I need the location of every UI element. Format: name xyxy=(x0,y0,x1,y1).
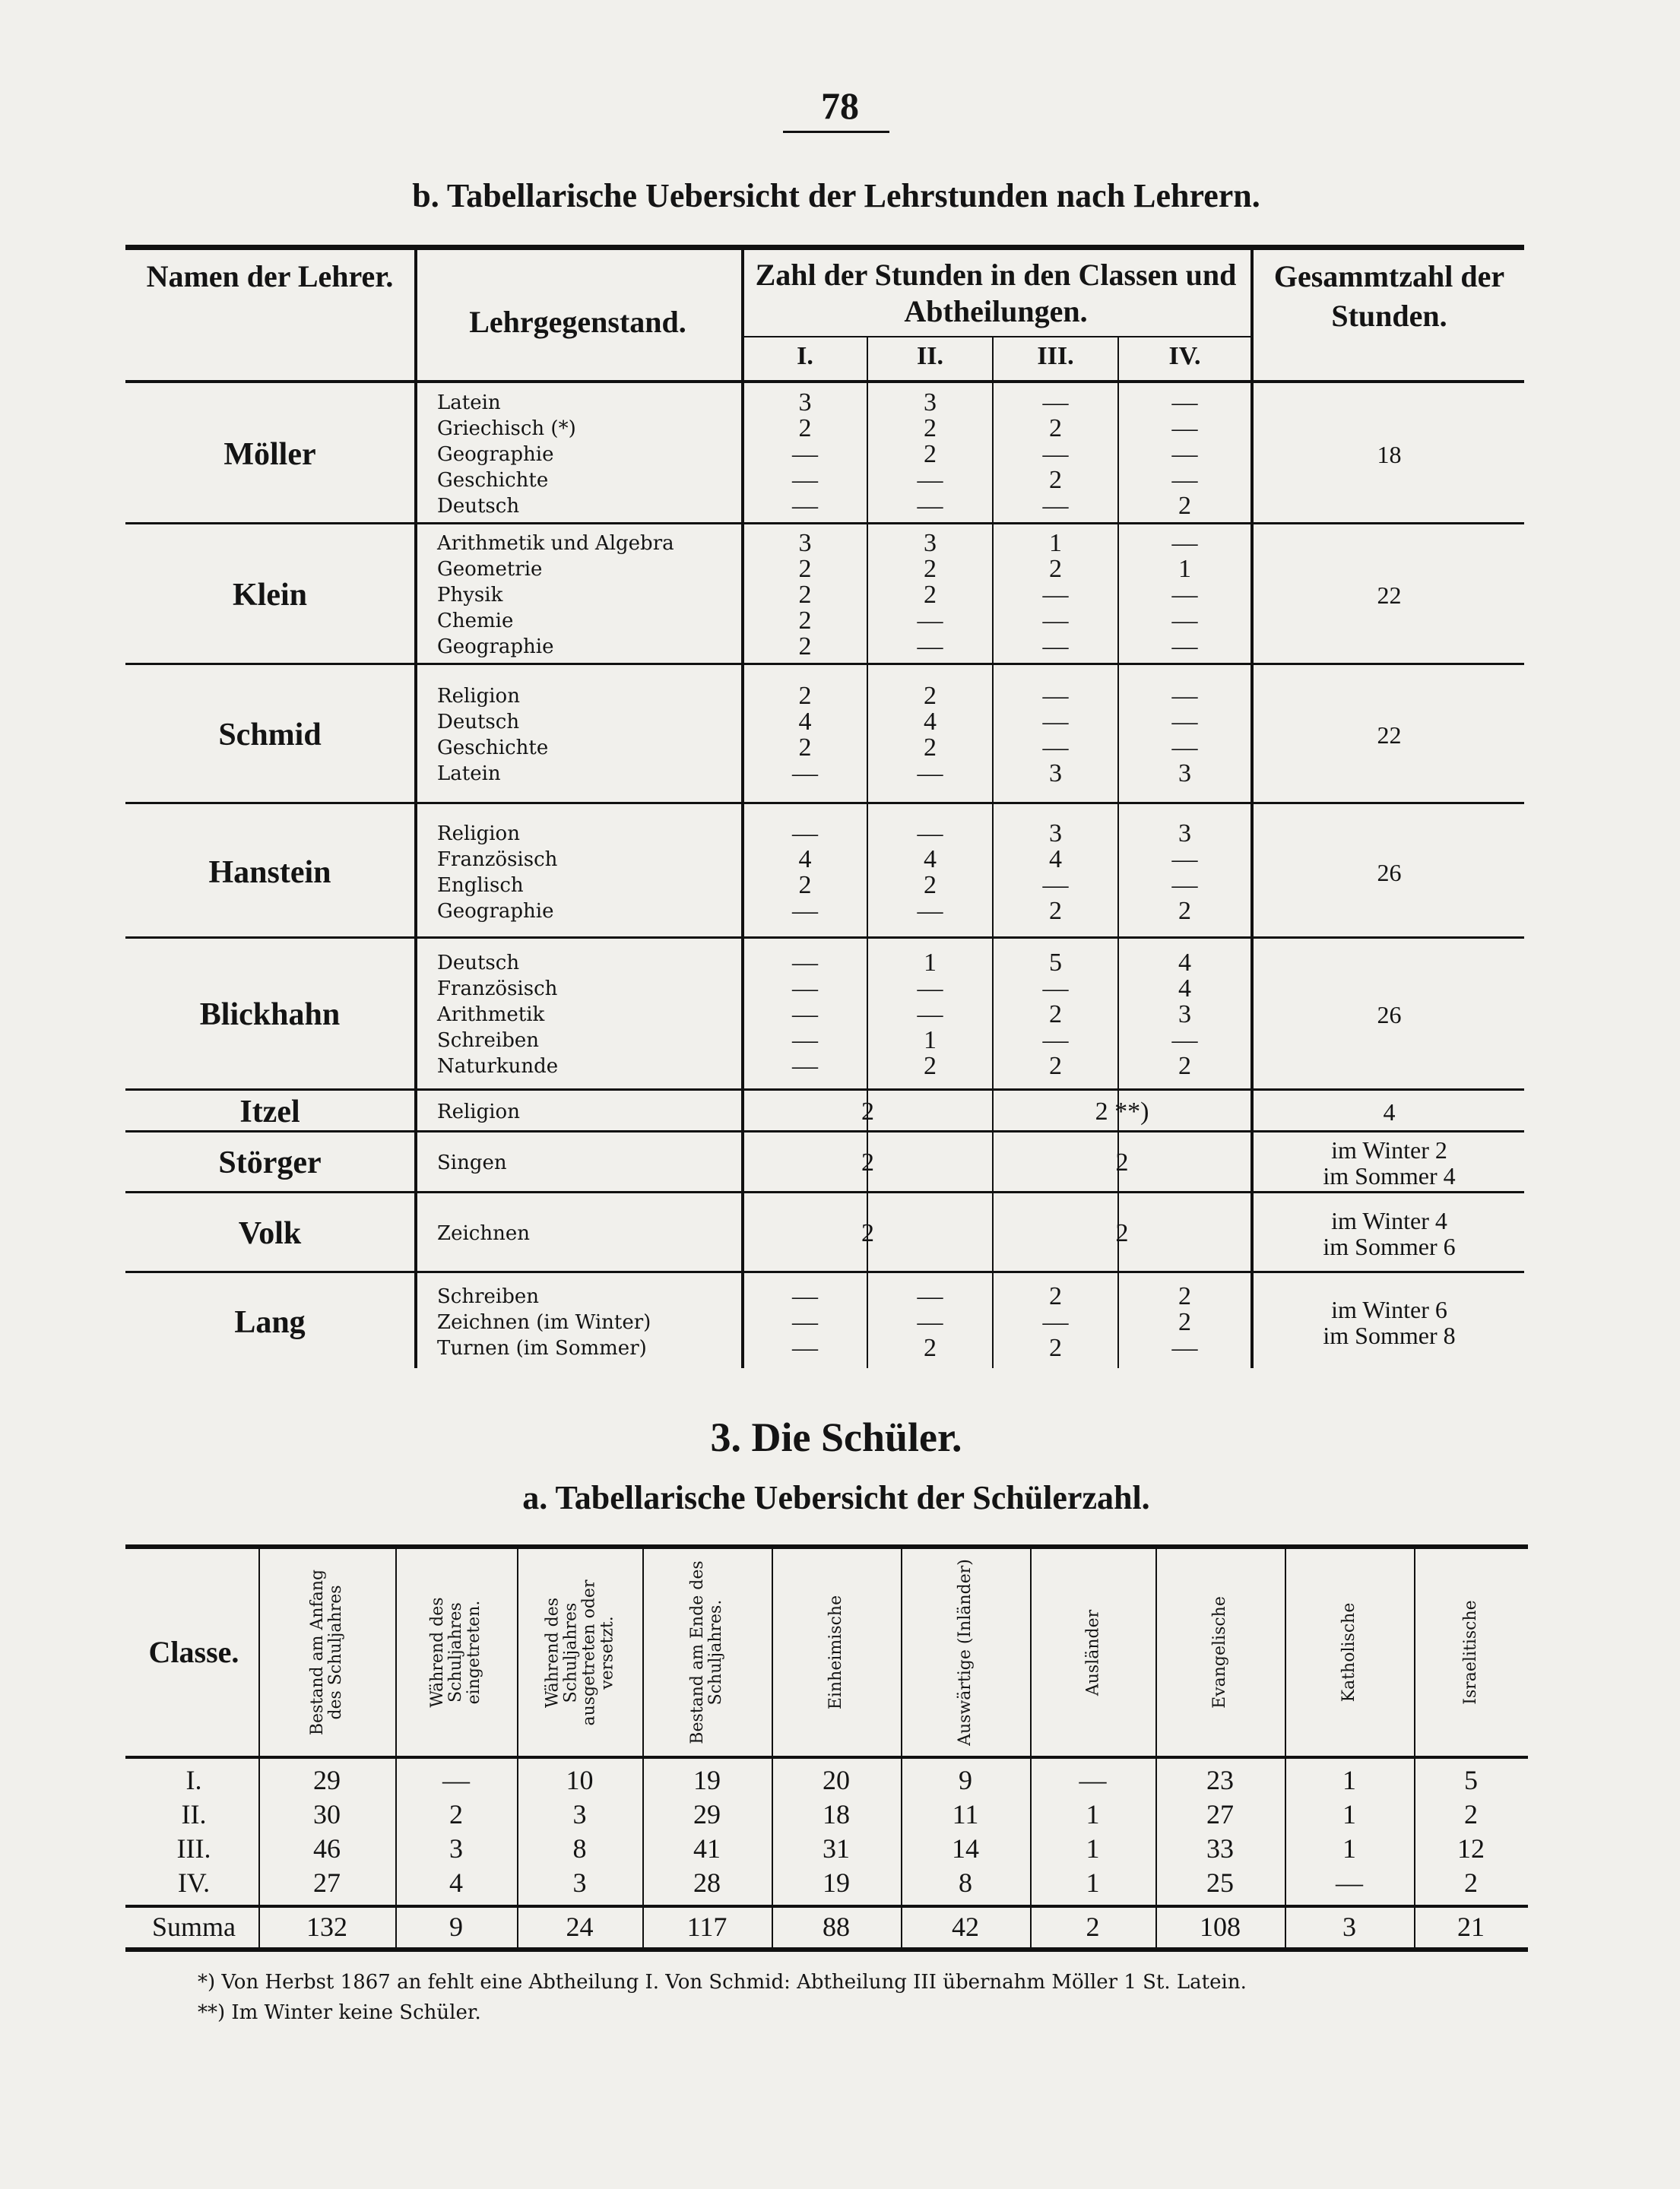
hour-cell: 3 xyxy=(798,528,812,557)
row-cell: 41 xyxy=(693,1833,721,1864)
teacher-name: Hanstein xyxy=(208,854,331,890)
teacher-name: Blickhahn xyxy=(199,997,341,1032)
hour-cell: — xyxy=(792,759,818,787)
row-cell: 8 xyxy=(959,1867,972,1898)
subject-label: Geographie xyxy=(437,442,554,466)
subject-label: Religion xyxy=(437,684,520,708)
subject-label: Geschichte xyxy=(437,468,549,492)
row-cell: 27 xyxy=(313,1867,341,1898)
row-cell: 14 xyxy=(952,1833,979,1864)
row-cell: 31 xyxy=(823,1833,850,1864)
hour-cell: — xyxy=(917,819,943,847)
hour-cell: — xyxy=(1042,580,1069,609)
row-cell: — xyxy=(1336,1867,1363,1898)
subject-label: Deutsch xyxy=(437,952,520,974)
hour-cell: — xyxy=(1171,844,1198,873)
hour-cell: — xyxy=(1042,681,1069,710)
hour-cell: 2 xyxy=(1049,1052,1062,1080)
hour-cell: 2 xyxy=(1178,896,1191,925)
hour-cell: — xyxy=(1171,707,1198,736)
row-cell: 29 xyxy=(693,1799,721,1829)
hour-cell: — xyxy=(1171,465,1198,494)
page-number: 78 xyxy=(821,84,859,127)
teacher-name: Klein xyxy=(232,577,307,613)
hour-cell: — xyxy=(1042,870,1069,899)
row-cell: 2 xyxy=(1464,1799,1478,1829)
subject-label: Englisch xyxy=(437,873,524,897)
total-hours: im Sommer 8 xyxy=(1323,1322,1456,1349)
row-cell: 3 xyxy=(449,1833,463,1864)
hour-cell: — xyxy=(917,632,943,661)
hour-cell: 2 xyxy=(1049,896,1062,925)
sum-cell: 2 xyxy=(1086,1912,1100,1942)
row-cell: 3 xyxy=(572,1799,587,1829)
total-hours: im Winter 6 xyxy=(1331,1296,1447,1323)
footnote-2: **) Im Winter keine Schüler. xyxy=(198,2001,481,2024)
hour-cell: 2 xyxy=(924,681,937,710)
hour-cell: 1 xyxy=(924,949,937,977)
hour-cell: — xyxy=(792,1026,818,1054)
hour-cell: 2 xyxy=(798,870,812,899)
hour-cell: 4 xyxy=(1049,844,1062,873)
teacher-row-divider xyxy=(125,1271,1524,1273)
hour-cell: — xyxy=(1042,632,1069,661)
row-cell: 1 xyxy=(1086,1799,1100,1829)
hour-cell-i-ii: 2 xyxy=(861,1097,874,1126)
page-number-rule xyxy=(783,131,889,133)
row-cell: 29 xyxy=(313,1765,341,1795)
hour-cell: — xyxy=(1042,491,1069,520)
sum-cell: 132 xyxy=(306,1912,347,1942)
row-cell: 23 xyxy=(1206,1765,1234,1795)
subject-label: Arithmetik und Algebra xyxy=(437,531,674,555)
hour-cell: 2 xyxy=(1049,1334,1062,1362)
header-1: Bestand am Anfang des Schuljahres xyxy=(308,1569,345,1736)
row-cell: 12 xyxy=(1457,1833,1485,1864)
hour-cell: — xyxy=(1042,733,1069,762)
row-cell: 3 xyxy=(572,1867,587,1898)
hour-cell: 1 xyxy=(924,1026,937,1054)
hour-cell: — xyxy=(1042,606,1069,635)
hour-cell: 2 xyxy=(798,413,812,442)
row-cell: 33 xyxy=(1206,1833,1234,1864)
section-3-title: 3. Die Schüler. xyxy=(710,1414,962,1460)
header-8: Evangelische xyxy=(1210,1596,1229,1709)
hour-cell: — xyxy=(1042,439,1069,468)
row-cell: — xyxy=(1079,1765,1107,1795)
hour-cell: — xyxy=(917,896,943,925)
subject-label: Physik xyxy=(437,583,503,607)
header-classe: Classe. xyxy=(148,1635,239,1669)
subject-label: Chemie xyxy=(437,609,514,632)
header-3: Während des Schuljahres ausgetreten oder versetzt. xyxy=(542,1579,617,1725)
row-cell: 18 xyxy=(823,1799,850,1829)
hour-cell: — xyxy=(917,1308,943,1336)
hour-cell: 5 xyxy=(1049,949,1062,977)
sum-cell: 42 xyxy=(952,1912,979,1942)
subject-label: Geometrie xyxy=(437,557,543,581)
hour-cell: — xyxy=(917,606,943,635)
hour-cell: 2 xyxy=(798,606,812,635)
hour-cell: — xyxy=(1042,1308,1069,1336)
hour-cell: 2 xyxy=(924,870,937,899)
teacher-name: Möller xyxy=(223,436,316,472)
hour-cell: — xyxy=(917,491,943,520)
hour-cell: — xyxy=(792,974,818,1003)
sum-cell: 21 xyxy=(1457,1912,1485,1942)
hour-cell: 2 xyxy=(924,1052,937,1080)
hour-cell: 2 xyxy=(1049,413,1062,442)
sum-label: Summa xyxy=(151,1912,236,1942)
subject-label: Geographie xyxy=(437,899,554,923)
hour-cell: 4 xyxy=(1178,974,1191,1003)
subject-label: Französisch xyxy=(437,847,558,871)
header-10: Israelitische xyxy=(1461,1600,1480,1705)
row-cell: 9 xyxy=(959,1765,972,1795)
subject-label: Schreiben xyxy=(437,1285,540,1308)
hour-cell: 2 xyxy=(798,580,812,609)
hour-cell: 1 xyxy=(1049,528,1062,557)
hour-cell: — xyxy=(917,1000,943,1028)
hour-cell: — xyxy=(1171,580,1198,609)
hour-cell: — xyxy=(792,1052,818,1080)
row-cell: 1 xyxy=(1086,1833,1100,1864)
teacher-row-divider xyxy=(125,522,1524,524)
hour-cell: 2 xyxy=(1178,491,1191,520)
header-9: Katholische xyxy=(1339,1602,1358,1703)
row-cell: — xyxy=(442,1765,470,1795)
row-cell: 2 xyxy=(449,1799,463,1829)
row-cell: 8 xyxy=(572,1833,587,1864)
row-cell: 5 xyxy=(1464,1765,1478,1795)
hour-cell-iii-iv: 2 **) xyxy=(1095,1097,1149,1126)
header-class-1: I. xyxy=(797,342,813,370)
hour-cell: 4 xyxy=(924,844,937,873)
subject-label: Latein xyxy=(437,391,501,414)
subject-label: Geographie xyxy=(437,635,554,658)
hour-cell: 2 xyxy=(798,733,812,762)
hour-cell: — xyxy=(792,1282,818,1310)
header-hours: Zahl der Stunden in den Classen und Abtheilungen. xyxy=(755,258,1237,328)
total-hours: 22 xyxy=(1377,721,1402,749)
hour-cell: 2 xyxy=(1049,465,1062,494)
hour-cell: — xyxy=(1042,974,1069,1003)
row-cell: 2 xyxy=(1464,1867,1478,1898)
row-cell: 19 xyxy=(823,1867,850,1898)
row-cell: 1 xyxy=(1342,1833,1356,1864)
header-subject: Lehrgegenstand. xyxy=(469,305,686,339)
hour-cell: 2 xyxy=(1178,1282,1191,1310)
footnotes xyxy=(198,1967,1528,2028)
hour-cell: — xyxy=(1042,388,1069,417)
hour-cell: — xyxy=(792,949,818,977)
hour-cell: 2 xyxy=(1049,554,1062,583)
section-a-title: a. Tabellarische Uebersicht der Schülerzahl. xyxy=(522,1479,1150,1516)
hour-cell: 2 xyxy=(924,554,937,583)
total-hours: im Winter 4 xyxy=(1331,1206,1447,1234)
hour-cell: — xyxy=(792,819,818,847)
total-hours: 22 xyxy=(1377,581,1402,609)
subject-label: Religion xyxy=(437,822,520,845)
hour-cell: 2 xyxy=(1049,1000,1062,1028)
header-5: Einheimische xyxy=(826,1595,845,1710)
header-7: Ausländer xyxy=(1082,1609,1102,1696)
hour-cell: 3 xyxy=(1178,759,1191,787)
subject-label: Französisch xyxy=(437,977,558,1000)
teacher-row-divider xyxy=(125,936,1524,939)
hour-cell: 3 xyxy=(1178,1000,1191,1028)
hour-cell: — xyxy=(1171,733,1198,762)
total-hours: 4 xyxy=(1383,1098,1396,1126)
hour-cell: 2 xyxy=(798,681,812,710)
hour-cell: 3 xyxy=(924,528,937,557)
hour-cell-i-ii: 2 xyxy=(861,1148,874,1177)
hour-cell-iii-iv: 2 xyxy=(1115,1148,1129,1177)
hour-cell: 2 xyxy=(798,632,812,661)
row-cell: 30 xyxy=(313,1799,341,1829)
subject-label: Singen xyxy=(437,1152,507,1174)
hour-cell: 3 xyxy=(1049,819,1062,847)
subject-label: Deutsch xyxy=(437,494,520,518)
subject-label: Schreiben xyxy=(437,1029,540,1052)
hour-cell: — xyxy=(1171,1334,1198,1362)
hour-cell: — xyxy=(1171,681,1198,710)
hour-cell: 2 xyxy=(1178,1308,1191,1336)
hour-cell: — xyxy=(1171,606,1198,635)
header-total: Gesammtzahl der Stunden. xyxy=(1273,259,1505,333)
hour-cell: 3 xyxy=(1049,759,1062,787)
section-b-title: b. Tabellarische Uebersicht der Lehrstunden nach Lehrern. xyxy=(412,177,1260,214)
hour-cell: 4 xyxy=(924,707,937,736)
row-classe: IV. xyxy=(177,1867,211,1898)
row-cell: 11 xyxy=(952,1799,979,1829)
hour-cell: 2 xyxy=(924,1334,937,1362)
hour-cell: 2 xyxy=(924,413,937,442)
hour-cell: — xyxy=(1171,1026,1198,1054)
hour-cell: 2 xyxy=(924,580,937,609)
teacher-row-divider xyxy=(125,1191,1524,1193)
teacher-name: Schmid xyxy=(218,717,322,752)
footnote-1: *) Von Herbst 1867 an fehlt eine Abtheilung I. Von Schmid: Abtheilung III übernahm Möller 1 St. Latein. xyxy=(198,1971,1247,1994)
hour-cell: — xyxy=(1042,1026,1069,1054)
teacher-row-divider xyxy=(125,802,1524,804)
sum-cell: 88 xyxy=(823,1912,850,1942)
hour-cell: — xyxy=(792,1308,818,1336)
hour-cell: 4 xyxy=(798,844,812,873)
header-2: Während des Schuljahres eingetreten. xyxy=(428,1597,483,1708)
row-cell: 1 xyxy=(1342,1765,1356,1795)
total-hours: 26 xyxy=(1377,858,1402,886)
header-class-3: III. xyxy=(1037,342,1074,370)
hour-cell: — xyxy=(1171,413,1198,442)
teacher-name: Itzel xyxy=(239,1094,300,1129)
subject-label: Geschichte xyxy=(437,736,549,759)
row-cell: 1 xyxy=(1342,1799,1356,1829)
subject-label: Zeichnen (im Winter) xyxy=(437,1311,651,1334)
teacher-row-divider xyxy=(125,663,1524,665)
teacher-row-divider xyxy=(125,1130,1524,1133)
hour-cell-iii-iv: 2 xyxy=(1115,1218,1129,1247)
subject-label: Latein xyxy=(437,762,501,785)
total-hours: im Sommer 6 xyxy=(1323,1232,1456,1260)
row-classe: II. xyxy=(181,1799,207,1829)
row-cell: 20 xyxy=(823,1765,850,1795)
row-cell: 10 xyxy=(566,1765,594,1795)
total-hours: im Winter 2 xyxy=(1331,1136,1447,1164)
hour-cell: 2 xyxy=(924,439,937,468)
hour-cell: 3 xyxy=(798,388,812,417)
subject-label: Griechisch (*) xyxy=(437,417,576,440)
header-names: Namen der Lehrer. xyxy=(146,259,394,293)
total-hours: 26 xyxy=(1377,1001,1402,1028)
subject-label: Turnen (im Sommer) xyxy=(437,1337,647,1360)
hour-cell: — xyxy=(1171,632,1198,661)
row-cell: 46 xyxy=(313,1833,341,1864)
total-hours: 18 xyxy=(1377,440,1402,468)
sum-cell: 117 xyxy=(686,1912,727,1942)
hour-cell: 2 xyxy=(1049,1282,1062,1310)
teacher-name: Störger xyxy=(218,1145,322,1180)
hour-cell: — xyxy=(792,896,818,925)
hour-cell: — xyxy=(792,1334,818,1362)
hour-cell: 3 xyxy=(924,388,937,417)
teacher-name: Lang xyxy=(234,1305,306,1340)
subject-label: Religion xyxy=(437,1100,520,1123)
hour-cell: — xyxy=(1171,388,1198,417)
hour-cell: — xyxy=(917,974,943,1003)
hour-cell: — xyxy=(792,491,818,520)
hour-cell-i-ii: 2 xyxy=(861,1218,874,1247)
hour-cell: — xyxy=(1171,528,1198,557)
total-hours: im Sommer 4 xyxy=(1323,1162,1456,1190)
hour-cell: 1 xyxy=(1178,554,1191,583)
row-cell: 28 xyxy=(693,1867,721,1898)
hour-cell: — xyxy=(1171,439,1198,468)
header-6: Auswärtige (Inländer) xyxy=(956,1559,975,1746)
subject-label: Naturkunde xyxy=(437,1055,559,1078)
row-cell: 1 xyxy=(1086,1867,1100,1898)
row-cell: 25 xyxy=(1206,1867,1234,1898)
sum-cell: 24 xyxy=(566,1912,594,1942)
hour-cell: 2 xyxy=(924,733,937,762)
hour-cell: 4 xyxy=(798,707,812,736)
teacher-name: Volk xyxy=(238,1215,302,1251)
hour-cell: — xyxy=(1042,707,1069,736)
hour-cell: — xyxy=(917,465,943,494)
subject-label: Arithmetik xyxy=(437,1003,545,1026)
row-cell: 4 xyxy=(449,1867,463,1898)
subject-label: Zeichnen xyxy=(437,1221,530,1245)
hour-cell: — xyxy=(792,439,818,468)
sum-cell: 9 xyxy=(449,1912,463,1942)
hour-cell: — xyxy=(1171,870,1198,899)
sum-cell: 108 xyxy=(1200,1912,1241,1942)
row-cell: 27 xyxy=(1206,1799,1234,1829)
subject-label: Deutsch xyxy=(437,710,520,733)
header-4: Bestand am Ende des Schuljahres. xyxy=(688,1560,725,1744)
hour-cell: 3 xyxy=(1178,819,1191,847)
hour-cell: — xyxy=(917,759,943,787)
hour-cell: — xyxy=(792,465,818,494)
hour-cell: — xyxy=(792,1000,818,1028)
hour-cell: 4 xyxy=(1178,949,1191,977)
hour-cell: 2 xyxy=(798,554,812,583)
header-class-4: IV. xyxy=(1168,342,1201,370)
teacher-row-divider xyxy=(125,1088,1524,1091)
header-class-2: II. xyxy=(917,342,943,370)
row-classe: I. xyxy=(185,1765,202,1795)
row-cell: 19 xyxy=(693,1765,721,1795)
hour-cell: 2 xyxy=(1178,1052,1191,1080)
row-classe: III. xyxy=(176,1833,211,1864)
sum-cell: 3 xyxy=(1342,1912,1356,1942)
hour-cell: — xyxy=(917,1282,943,1310)
